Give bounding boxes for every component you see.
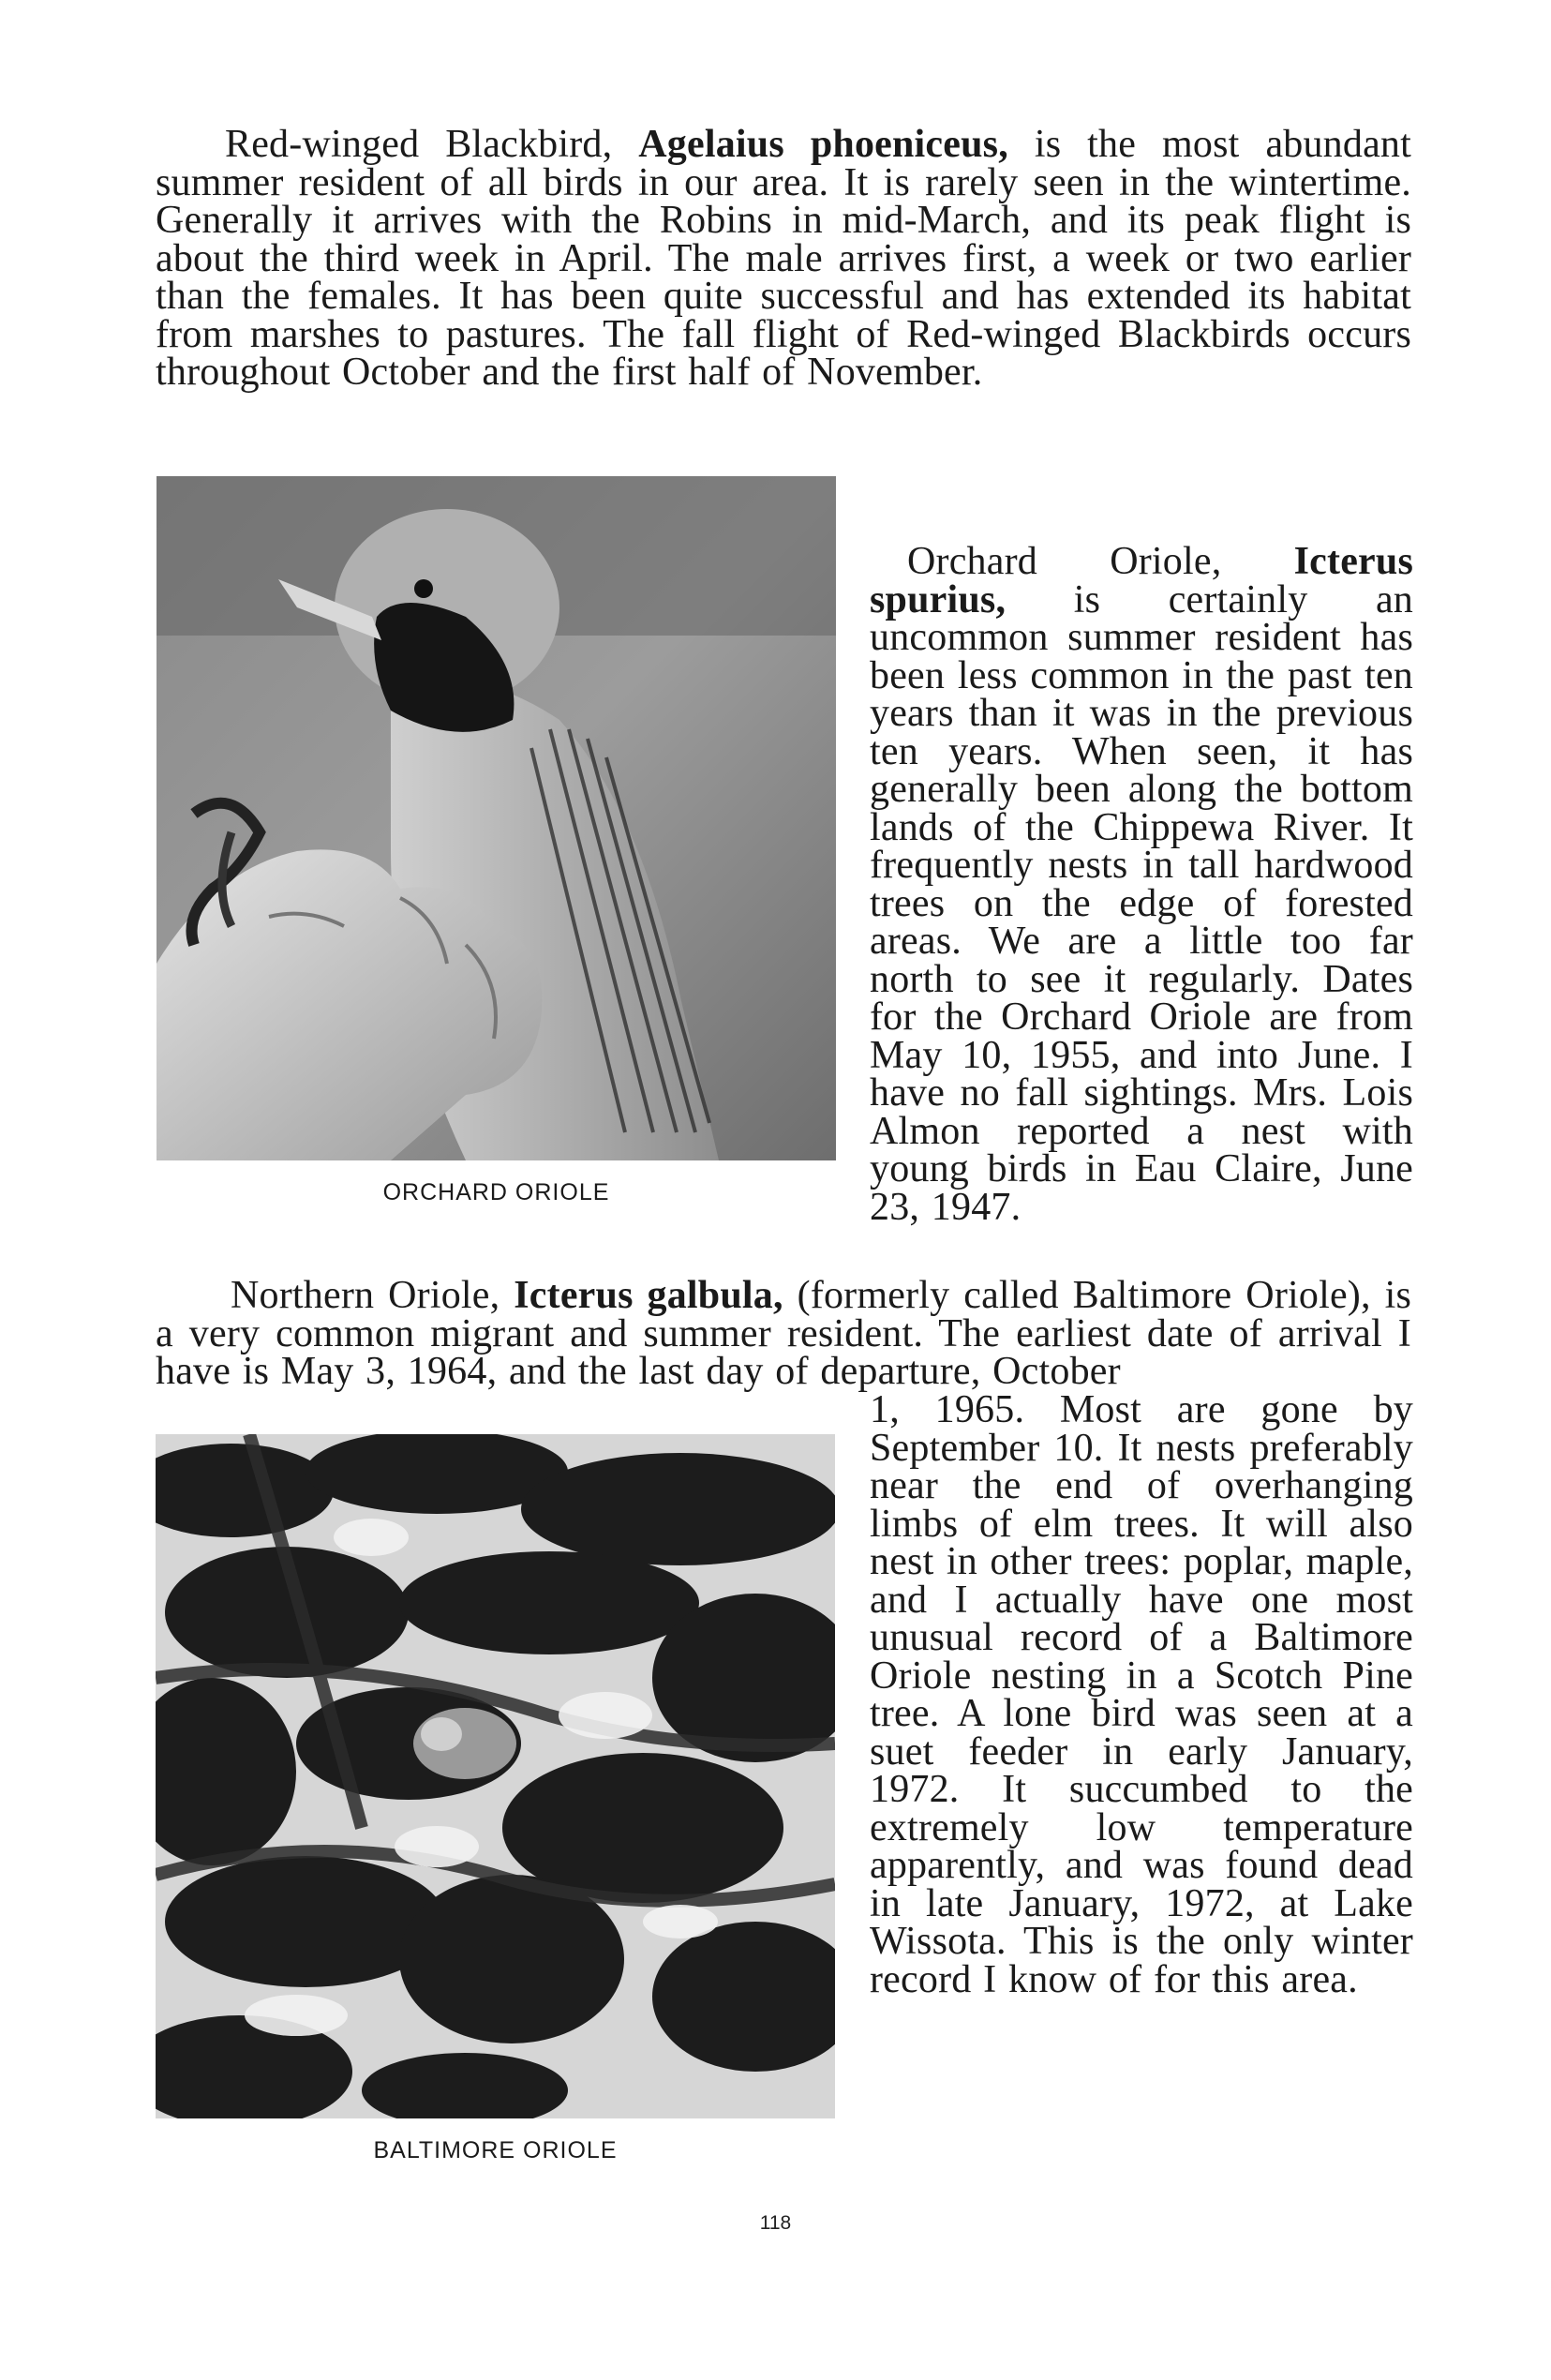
common-name: Northern Oriole, [231, 1274, 515, 1317]
common-name: Orchard Oriole, [907, 540, 1294, 583]
northern-oriole-paragraph-continued: 1, 1965. Most are gone by September 10. It nests preferably near the end of overhanging limbs of elm trees. It will also nest in other trees: poplar, maple, and I actually have one most unusual record of a Baltimore Oriole nesting in a Scotch Pine tree. A lone bird was seen at a suet feeder in early January, 1972. It succumbed to the extremely low temperature apparently, and was found dead in late January, 1972, at Lake Wissota. This is the only winter record I know of for this area. [870, 1388, 1413, 2001]
common-name: Red-winged Blackbird, [225, 123, 639, 166]
scientific-name: Icterus spurius, [870, 540, 1413, 621]
red-winged-blackbird-paragraph [156, 123, 1411, 394]
page-number: 118 [759, 2212, 792, 2234]
baltimore-oriole-photo [156, 1434, 835, 2118]
orchard-oriole-photo [157, 476, 836, 1160]
orchard-oriole-caption: ORCHARD ORIOLE [382, 1179, 610, 1205]
northern-oriole-paragraph [156, 1274, 1412, 1393]
orchard-oriole-paragraph [870, 540, 1413, 1229]
paragraph-body: is certainly an uncommon summer resident has been less common in the past ten years than it was in the previous ten years. When seen, it has generally been along the bottom lands of the Chippewa River. It frequently nests in tall hardwood trees on the edge of forested areas. We are a little too far north to see it regularly. Dates for the Orchard Oriole are from May 10, 1955, and into June. I have no fall sightings. Mrs. Lois Almon reported a nest with young birds in Eau Claire, June 23, 1947. [870, 577, 1413, 1229]
paragraph-body: is the most abundant summer resident of all birds in our area. It is rarely seen in the wintertime. Generally it arrives with the Robins in mid-March, and its peak flight is about the third week in April. The male arrives first, a week or two earlier than the females. It has been quite successful and has extended its habitat from marshes to pastures. The fall flight of Red-winged Blackbirds occurs throughout October and the first half of November. [156, 123, 1411, 394]
scientific-name: Icterus galbula, [514, 1274, 783, 1317]
paragraph-body: (formerly called Baltimore Oriole), is a very common migrant and summer resident. The earliest date of arrival I have is May 3, 1964, and the last day of departure, October [156, 1274, 1412, 1393]
scientific-name: Agelaius phoeniceus, [638, 123, 1008, 166]
baltimore-oriole-caption: BALTIMORE ORIOLE [373, 2137, 618, 2163]
